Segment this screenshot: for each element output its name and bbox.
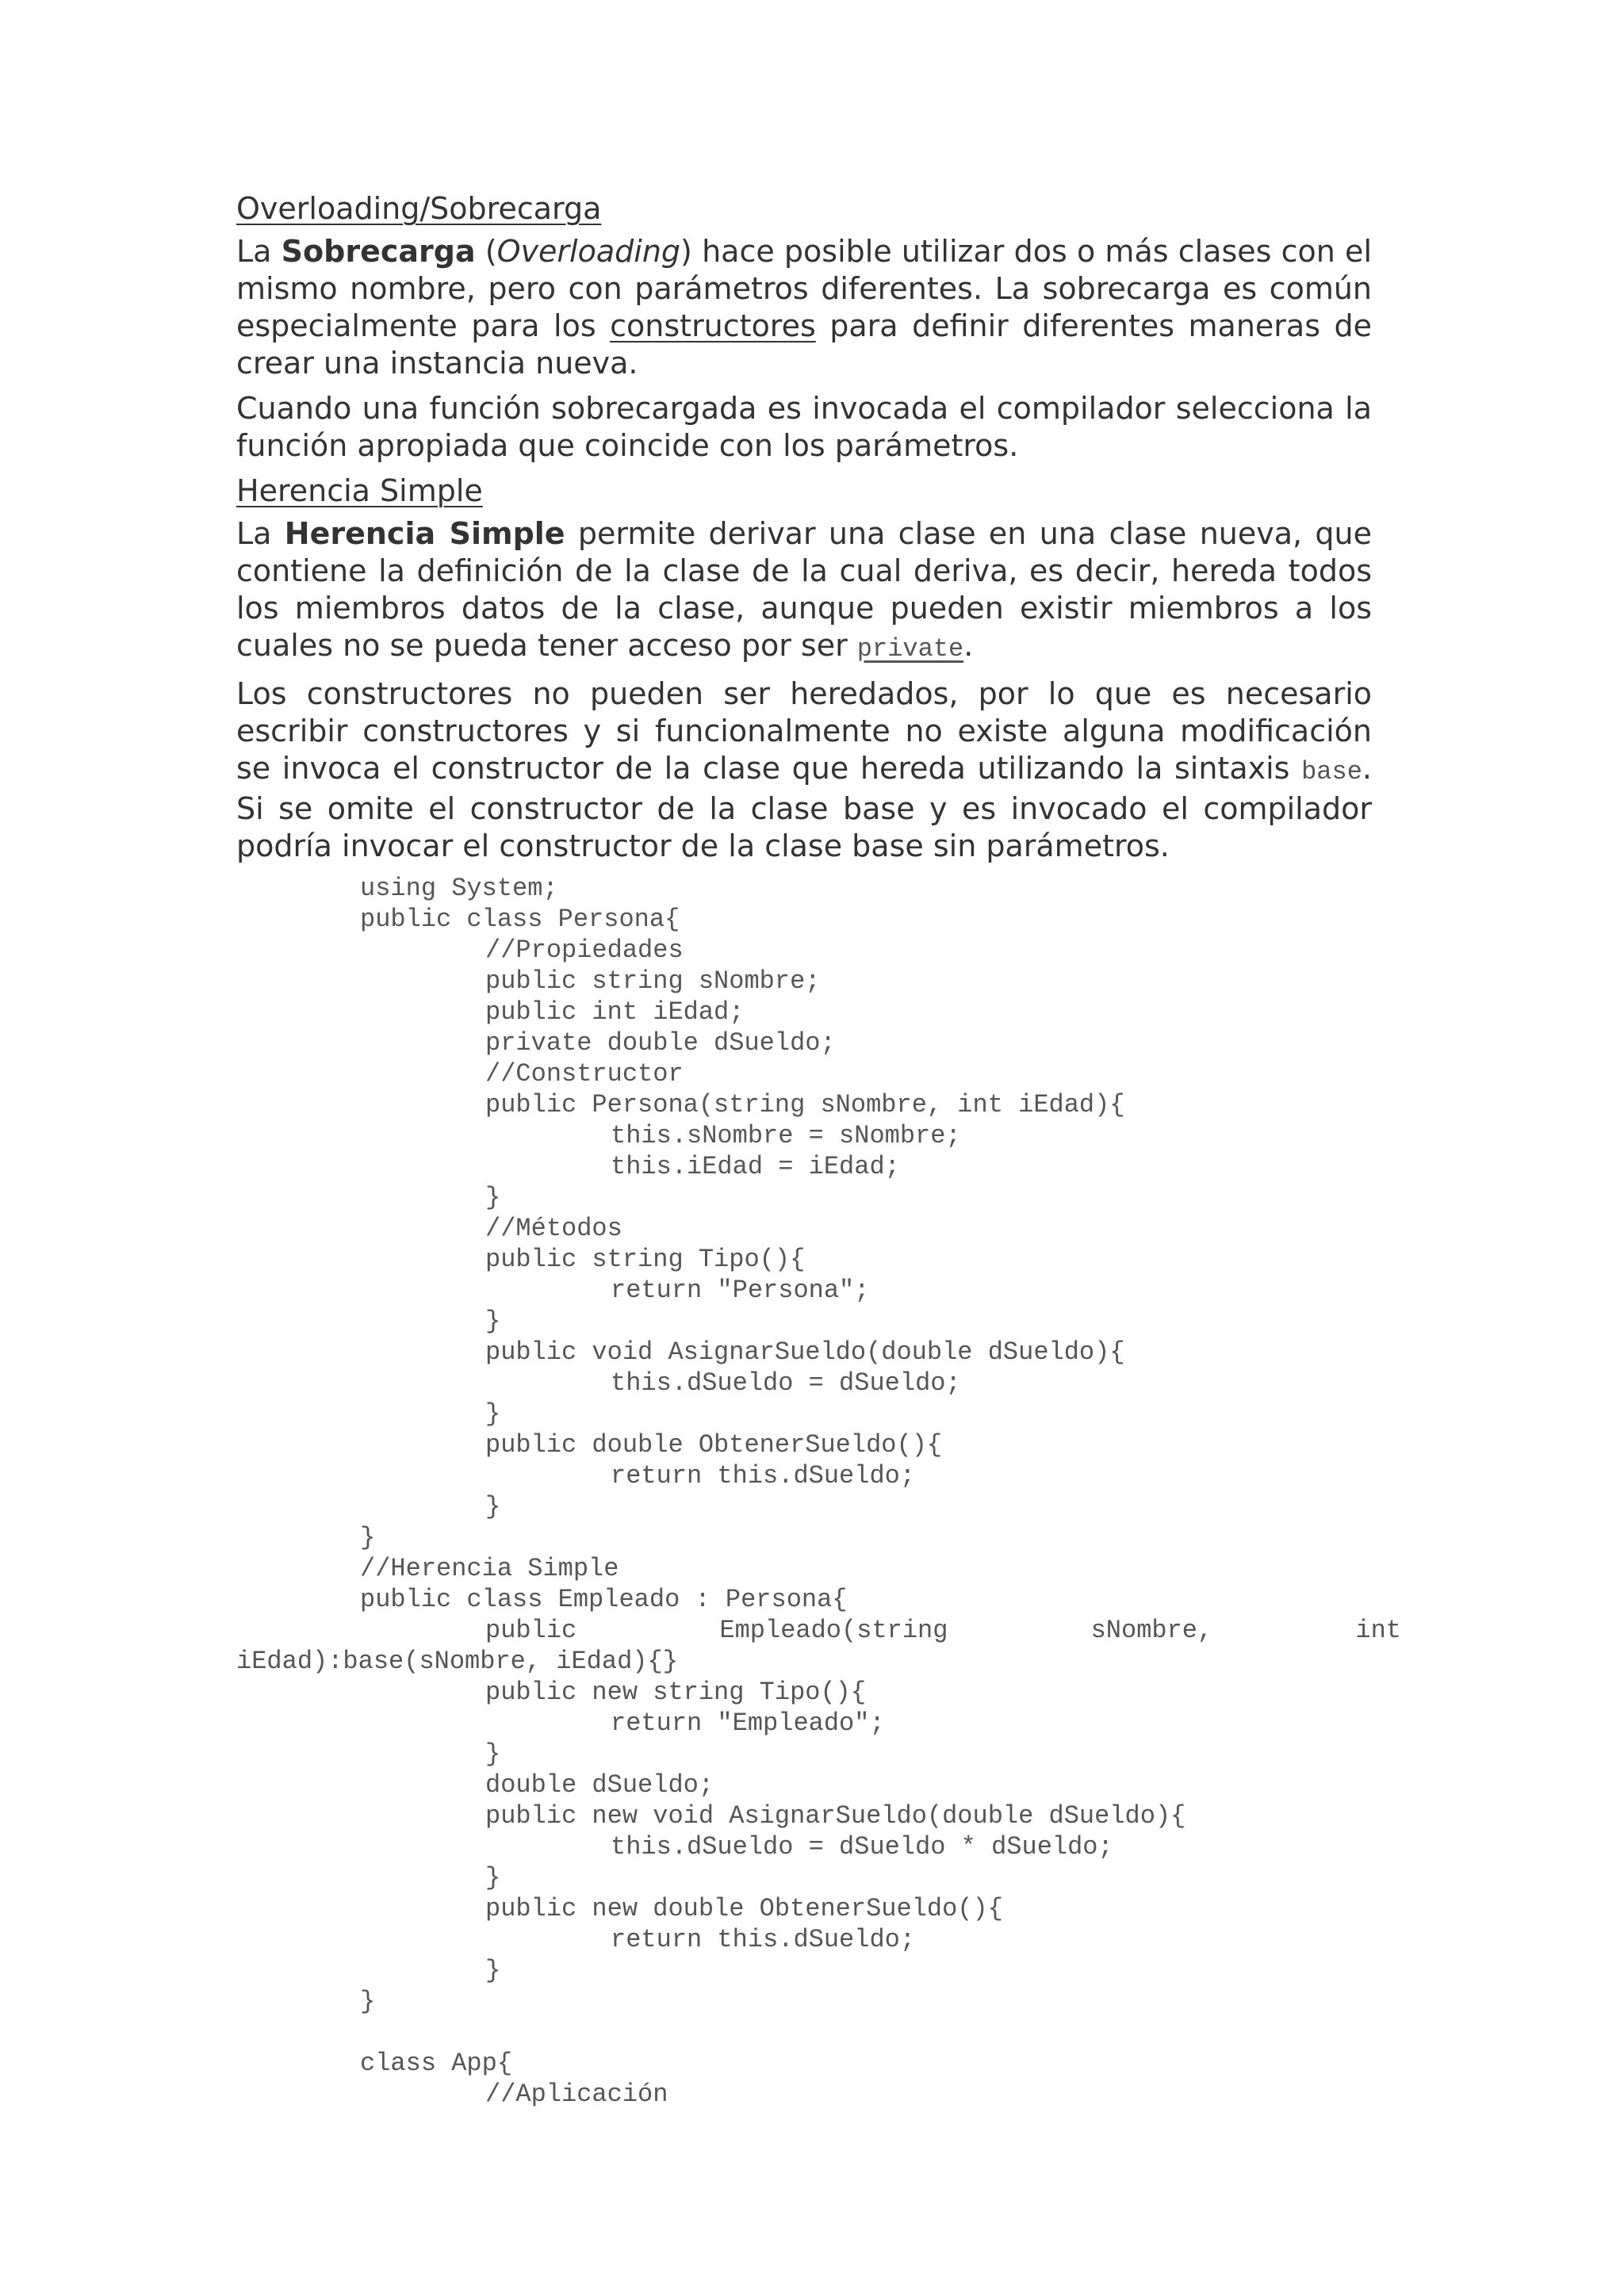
code-line: return "Persona"; xyxy=(611,1276,870,1305)
italic-term-overloading: Overloading xyxy=(496,234,681,269)
bold-term-herencia-simple: Herencia Simple xyxy=(284,516,565,551)
code-line: public string Tipo(){ xyxy=(485,1245,806,1274)
code-line: } xyxy=(360,1987,376,2016)
text-run: Los constructores no pueden ser heredados, por lo que es necesario escribir constructores y si funcionalmente no existe alguna modificación se invoca el constructor de la clase que hereda utilizando la sintaxis xyxy=(236,676,1372,786)
code-line: public new void AsignarSueldo(double dSueldo){ xyxy=(485,1801,1186,1831)
code-line: public class Persona{ xyxy=(360,905,680,934)
code-line: } xyxy=(485,1183,501,1212)
code-line: this.iEdad = iEdad; xyxy=(611,1152,900,1181)
code-line: } xyxy=(485,1307,501,1336)
code-block xyxy=(236,873,1401,2110)
text-run: La xyxy=(236,234,282,269)
code-token: public xyxy=(485,1616,577,1645)
code-line: public int iEdad; xyxy=(485,997,745,1027)
code-line-blank xyxy=(236,2017,1372,2048)
paragraph-herencia-definition xyxy=(236,515,1372,668)
code-line: return this.dSueldo; xyxy=(611,1925,916,1954)
text-run: La xyxy=(236,516,285,551)
code-line: public class Empleado : Persona{ xyxy=(360,1585,848,1614)
code-line: return "Empleado"; xyxy=(611,1709,885,1738)
code-line: class App{ xyxy=(360,2049,513,2078)
text-run: . Si se omite el constructor de la clase base y es invocado el compilador podría invocar el constructor de la clase base sin parámetros. xyxy=(236,751,1372,863)
heading-overloading: Overloading/Sobrecarga xyxy=(236,191,602,226)
code-line: this.dSueldo = dSueldo * dSueldo; xyxy=(611,1832,1113,1862)
code-line: this.dSueldo = dSueldo; xyxy=(611,1368,961,1398)
bold-term-sobrecarga: Sobrecarga xyxy=(281,234,476,269)
code-line: } xyxy=(485,1492,501,1521)
text-run: ( xyxy=(475,234,497,269)
code-line: //Propiedades xyxy=(485,936,684,965)
text-run: para definir diferentes maneras de crear una instancia nueva. xyxy=(236,308,1372,381)
code-line: //Aplicación xyxy=(485,2080,668,2109)
paragraph-overloading-invocation: Cuando una función sobrecargada es invocada el compilador selecciona la función apropiada que coincide con los parámetros. xyxy=(236,391,1372,463)
code-line: //Herencia Simple xyxy=(360,1554,619,1583)
inline-code-base: base xyxy=(1301,757,1362,786)
text-run: . xyxy=(963,628,974,663)
code-token: int xyxy=(1355,1616,1401,1645)
document-page xyxy=(236,190,1401,2110)
code-line: private double dSueldo; xyxy=(485,1028,836,1058)
text-run: permite derivar una clase en una clase nueva, que contiene la definición de la clase de la cual deriva, es decir, hereda todos los miembros datos de la clase, aunque pueden existir miembros a los cuales no se pueda tener acceso por ser xyxy=(236,516,1372,663)
code-line: public void AsignarSueldo(double dSueldo){ xyxy=(485,1337,1125,1367)
code-line: this.sNombre = sNombre; xyxy=(611,1121,961,1150)
code-line: using System; xyxy=(360,874,558,903)
code-line: } xyxy=(485,1956,501,1985)
code-line: //Métodos xyxy=(485,1214,622,1243)
code-line: return this.dSueldo; xyxy=(611,1461,916,1490)
paragraph-overloading-definition xyxy=(236,233,1372,382)
code-line: //Constructor xyxy=(485,1059,684,1089)
code-line: } xyxy=(360,1523,376,1552)
code-line-justified xyxy=(236,1615,1401,1646)
code-line: public string sNombre; xyxy=(485,966,821,996)
code-token: Empleado(string xyxy=(719,1616,948,1645)
code-line: } xyxy=(485,1399,501,1429)
code-line: public new double ObtenerSueldo(){ xyxy=(485,1894,1003,1923)
code-line: public Persona(string sNombre, int iEdad){ xyxy=(485,1090,1125,1119)
code-line-wrapped: iEdad):base(sNombre, iEdad){} xyxy=(236,1647,678,1676)
paragraph-constructores xyxy=(236,675,1372,865)
heading-herencia-simple: Herencia Simple xyxy=(236,473,483,508)
text-run: ) hace posible utilizar dos o más clases con el mismo nombre, pero con parámetros diferentes. La sobrecarga es común especialmente para los xyxy=(236,234,1372,343)
code-token: sNombre, xyxy=(1090,1616,1213,1645)
code-line: double dSueldo; xyxy=(485,1770,714,1800)
code-line: public double ObtenerSueldo(){ xyxy=(485,1430,943,1460)
code-line: } xyxy=(485,1739,501,1769)
code-line: } xyxy=(485,1863,501,1892)
link-constructores[interactable]: constructores xyxy=(610,308,816,343)
inline-code-private: private xyxy=(856,634,964,664)
code-line: public new string Tipo(){ xyxy=(485,1678,867,1707)
